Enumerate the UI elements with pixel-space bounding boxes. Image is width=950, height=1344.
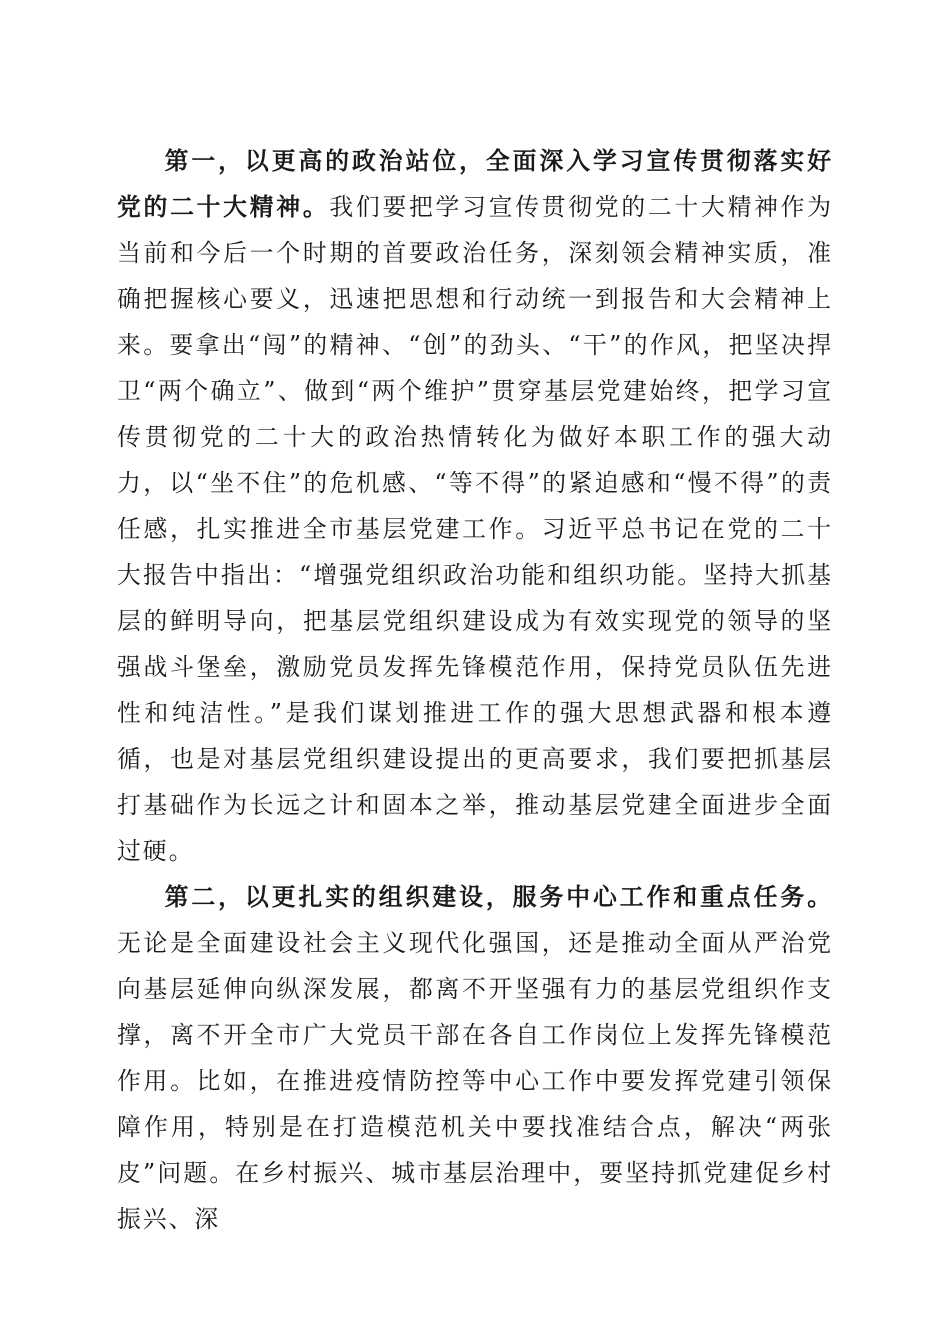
document-page: [117, 138, 833, 1242]
paragraph-heading: 第二，以更扎实的组织建设，服务中心工作和重点任务。: [164, 883, 833, 911]
paragraph-body: 我们要把学习宣传贯彻党的二十大精神作为当前和今后一个时期的首要政治任务，深刻领会精神实质，准确把握核心要义，迅速把思想和行动统一到报告和大会精神上来。要拿出“闯”的精神、“创”的劲头、“干”的作风，把坚决捍卫“两个确立”、做到“两个维护”贯穿基层党建始终，把学习宣传贯彻党的二十大的政治热情转化为做好本职工作的强大动力，以“坐不住”的危机感、“等不得”的紧迫感和“慢不得”的责任感，扎实推进全市基层党建工作。习近平总书记在党的二十大报告中指出：“增强党组织政治功能和组织功能。坚持大抓基层的鲜明导向，把基层党组织建设成为有效实现党的领导的坚强战斗堡垒，激励党员发挥先锋模范作用，保持党员队伍先进性和纯洁性。”是我们谋划推进工作的强大思想武器和根本遵循，也是对基层党组织建设提出的更高要求，我们要把抓基层打基础作为长远之计和固本之举，推动基层党建全面进步全面过硬。: [117, 193, 834, 865]
paragraph-first: [117, 138, 833, 874]
paragraph-body: 无论是全面建设社会主义现代化强国，还是推动全面从严治党向基层延伸向纵深发展，都离不开坚强有力的基层党组织作支撑，离不开全市广大党员干部在各自工作岗位上发挥先锋模范作用。比如，在推进疫情防控等中心工作中要发挥党建引领保障作用，特别是在打造模范机关中要找准结合点，解决“两张皮”问题。在乡村振兴、城市基层治理中，要坚持抓党建促乡村振兴、深: [117, 929, 833, 1233]
paragraph-second: [117, 874, 833, 1242]
paragraph-heading: 第一，以更高的政治站位，全面深入学习宣传贯彻落实好党的二十大精神。: [117, 147, 833, 221]
